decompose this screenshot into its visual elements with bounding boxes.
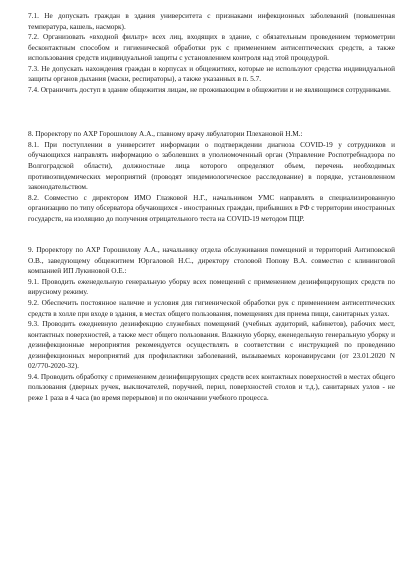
- paragraph-7-4: 7.4. Ограничить доступ в здание общежития лицам, не проживающим в общежитии и не являющимся сотрудниками.: [28, 85, 391, 94]
- paragraph-9-2: 9.2. Обеспечить постоянное наличие и условия для гигиенической обработки рук с применением антисептических средств в холле при входе в здания, в местах общего пользования, помещениях для приема пищи, санитарных узлах.: [28, 299, 395, 318]
- paragraph-7-2: 7.2. Организовать «входной фильтр» всех лиц, входящих в здание, с обязательным проведением термометрии бесконтактным способом и гигиенической обработки рук с применением антисептических средств, а также использования средств индивидуальной защиты с установлением контроля над этой процедурой.: [28, 33, 395, 63]
- paragraph-9-4: 9.4. Проводить обработку с применением дезинфицирующих средств всех контактных поверхностей в местах общего пользования (дверных ручек, выключателей, поручней, перил, поверхностей столов и т.д.), санитарных узлов - не реже 1 раза в 4 часа (во время перерывов) и по окончании учебного процесса.: [28, 372, 395, 402]
- paragraph-9-1: 9.1. Проводить еженедельную генеральную уборку всех помещений с применением дезинфицирующих средств по вирусному режиму.: [28, 277, 395, 297]
- paragraph-7-3: 7.3. Не допускать нахождения граждан в корпусах и общежитиях, которые не используют средства индивидуальной защиты органов дыхания (маски, респираторы), а также указанных в п. 5.7.: [28, 64, 395, 84]
- section-9-heading: 9. Проректору по АХР Горошилову А.А., начальнику отдела обслуживания помещений и территорий Антиповской О.В., заведующему общежитием Юргаловой Н.С., директору столовой Попову В.А. совместно с клининговой компанией ИП Лукиновой О.Е.:: [28, 246, 395, 276]
- paragraph-9-3: 9.3. Проводить ежедневную дезинфекцию служебных помещений (учебных аудиторий, кабинетов), рабочих мест, контактных поверхностей, а также мест общего пользования. Влажную уборку, еженедельную генеральную уборку и дезинфекционные мероприятия рекомендуется осуществлять в соответствии с инструкцией по проведению дезинфекционных мероприятий для профилактики заболеваний, вызываемых коронавирусами (от 23.01.2020 N 02/770-2020-32).: [28, 320, 395, 371]
- section-8-heading: 8. Проректору по АХР Горошилову А.А., главному врачу лвбулатории Плехановой Н.М.:: [28, 130, 303, 139]
- paragraph-8-1: 8.1. При поступлении в университет информации о подтверждении диагноза COVID-19 у сотрудников и обучающихся направлять информацию о заболевших в уполномоченный орган (Управление Роспотребнадзора по Волгоградской области), должностные лица которого определяют объем, перечень необходимых противоэпидемических мероприятий (проводят эпидемиологическое расследование) в порядке, установленном законодательством.: [28, 140, 395, 192]
- paragraph-8-2: 8.2. Совместно с директором ИМО Глазковой Н.Г., начальником УМС направлять в специализированную организацию по типу обсерватора обучающихся - иностранных граждан, прибывших в РФ с территории иностранных государств, на изоляцию до получения отрицательного теста на COVID-19 методом ПЦР.: [28, 193, 395, 223]
- paragraph-7-1: 7.1. Не допускать граждан в здания университета с признаками инфекционных заболеваний (повышенная температура, кашель, насморк).: [28, 12, 395, 31]
